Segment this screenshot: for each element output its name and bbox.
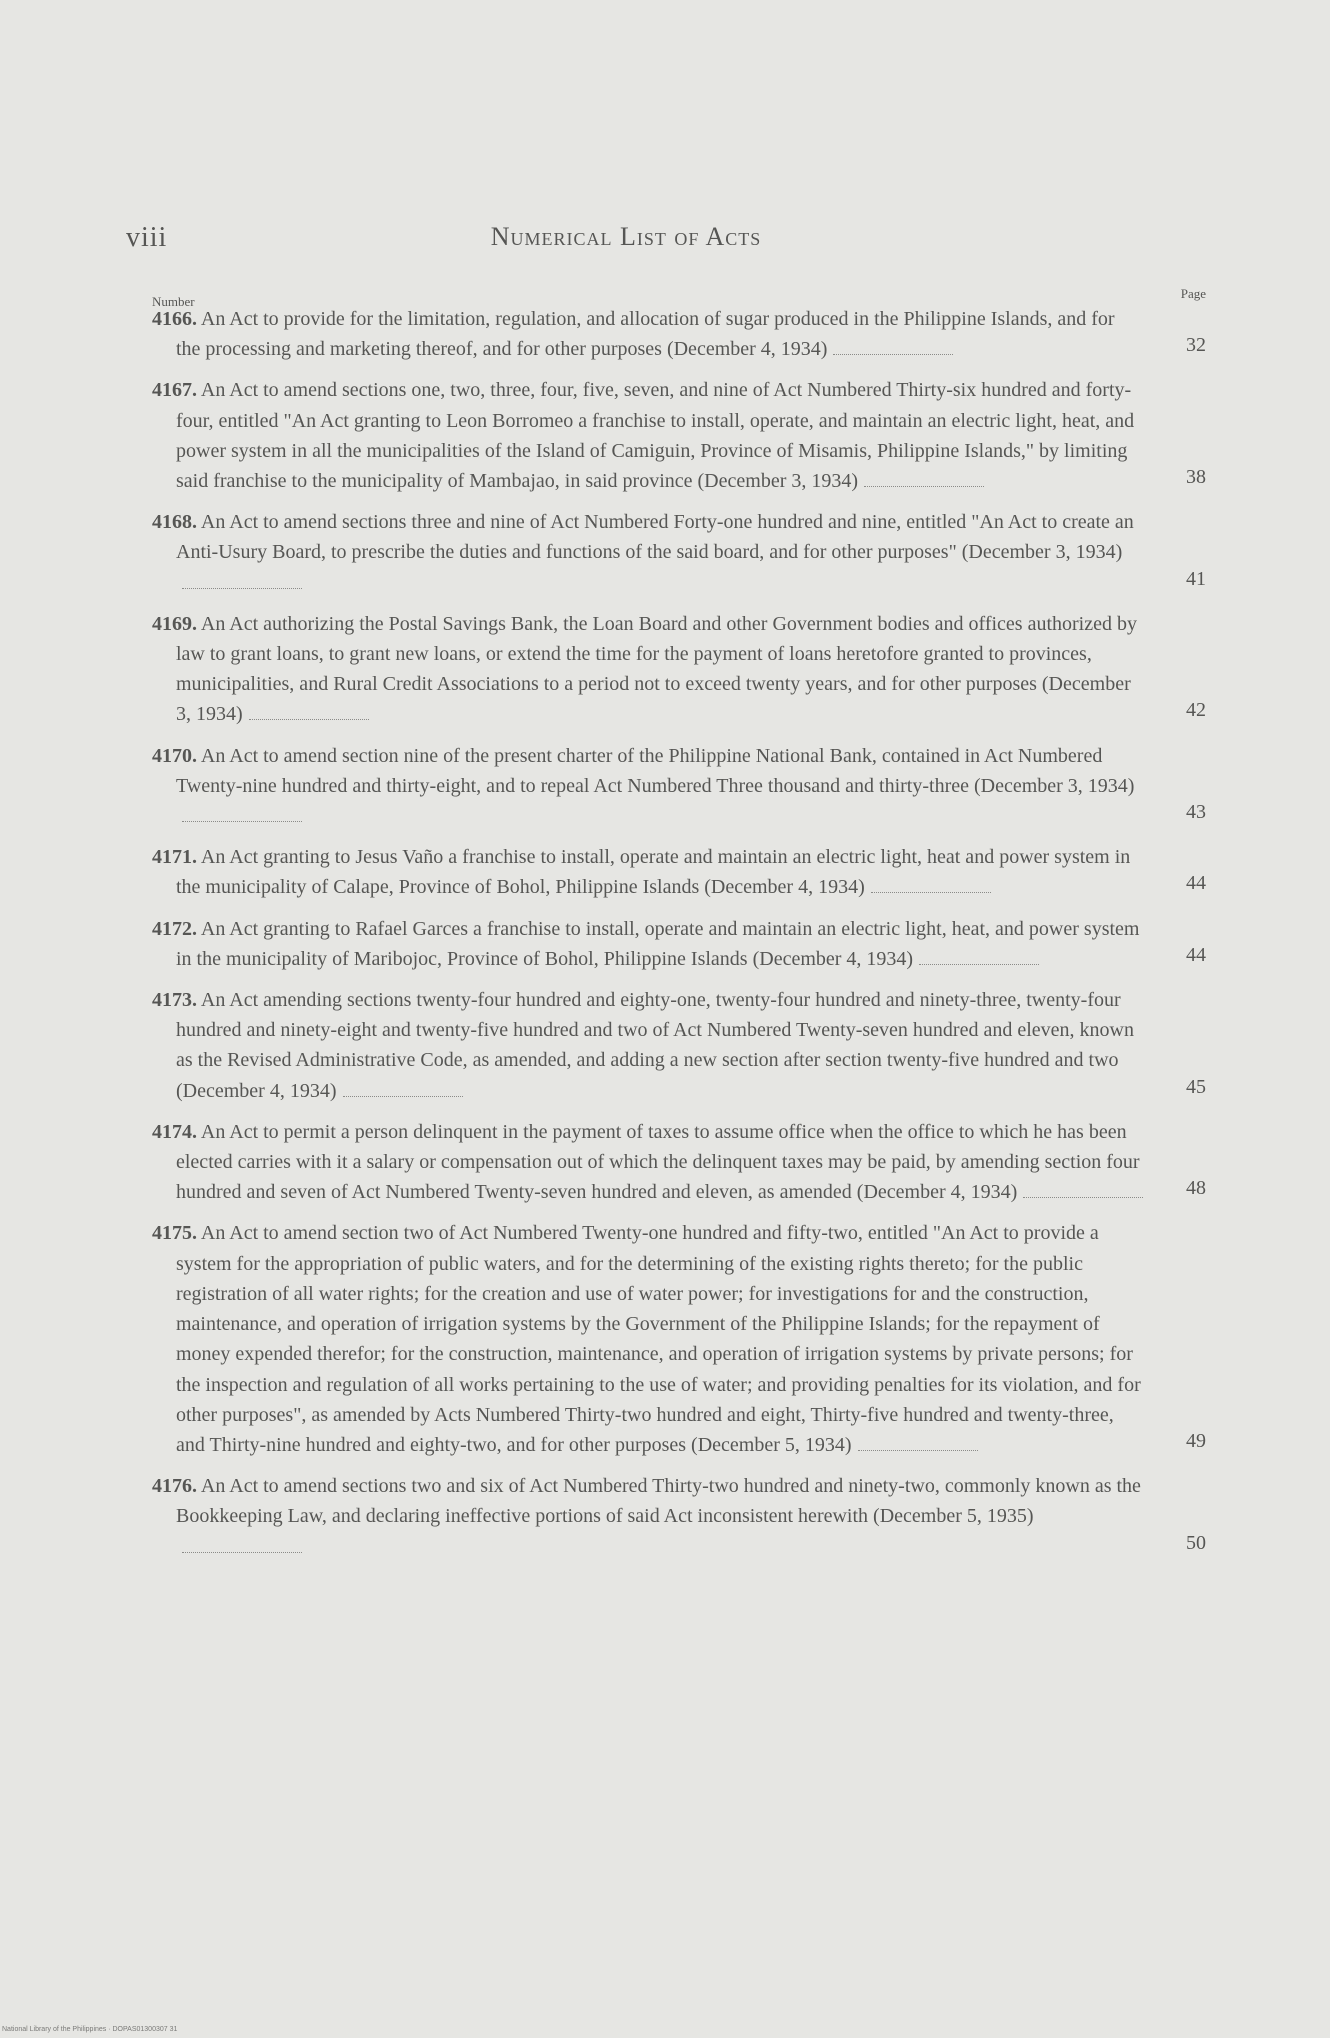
act-entry [152,304,1206,364]
act-entry [152,609,1206,730]
dot-leader [249,718,369,720]
act-entry-body [152,375,1144,496]
page-column-heading: Page [1180,286,1206,301]
act-page-number: 50 [1186,1531,1206,1554]
act-page-number: 44 [1186,872,1206,895]
act-entry-body [152,741,1144,832]
dot-leader [858,1449,978,1451]
act-title: An Act authorizing the Postal Savings Bank, the Loan Board and other Government bodies and offices authorized by law to grant loans, to grant new loans, or extend the time for the payment of loans heretofore granted to provinces, municipalities, and Rural Credit Associations to a period not to exceed twenty years, and for other purposes (December 3, 1934) [176,612,1137,726]
act-page-number: 49 [1186,1429,1206,1452]
act-entry-body [152,914,1144,974]
act-number: 4167. [152,379,197,402]
dot-leader [182,587,302,589]
act-entry-body [152,304,1144,364]
act-title: An Act to amend sections two and six of Act Numbered Thirty-two hundred and ninety-two, commonly known as the Bookkeeping Law, and declaring ineffective portions of said Act inconsistent herewith (December 5, 1935) [176,1475,1141,1528]
act-entry [152,985,1206,1106]
act-entry-body [152,842,1144,902]
act-title: An Act to amend section two of Act Numbered Twenty-one hundred and fifty-two, entitled "An Act to provide a system for the appropriation of public waters, and for the determining of the existing rights thereto; for the public registration of all water rights; for the creation and use of water power; for investigations for and the construction, maintenance, and operation of irrigation systems by the Government of the Philippine Islands; for the repayment of money expended therefor; for the construction, maintenance, and operation of irrigation systems by private persons; for the inspection and regulation of all works pertaining to the use of water; and providing penalties for its violation, and for other purposes", as amended by Acts Numbered Thirty-two hundred and eight, Thirty-five hundred and twenty-three, and Thirty-nine hundred and eighty-two, and for other purposes (December 5, 1934) [176,1222,1141,1456]
running-title: Numerical List of Acts [490,222,762,251]
act-entry-body [152,985,1144,1106]
act-number: 4171. [152,846,197,869]
act-entry [152,741,1206,832]
act-title: An Act amending sections twenty-four hundred and eighty-one, twenty-four hundred and ninety-three, twenty-four hundred and ninety-eight and twenty-five hundred and two of Act Numbered Twenty-seven hundred and eleven, known as the Revised Administrative Code, as amended, and adding a new section after section twenty-five hundred and two (December 4, 1934) [176,989,1134,1102]
act-entry-body [152,1117,1144,1208]
act-title: An Act to amend section nine of the present charter of the Philippine National Bank, contained in Act Numbered Twenty-nine hundred and thirty-eight, and to repeal Act Numbered Three thousand and thirty-three (December 3, 1934) [176,744,1135,797]
dot-leader [343,1095,463,1097]
act-entry [152,1471,1206,1562]
act-number: 4172. [152,917,197,940]
act-entry-body [152,1471,1144,1562]
act-page-number: 42 [1186,699,1206,722]
act-page-number: 43 [1186,801,1206,824]
act-entry [152,1218,1206,1460]
act-number: 4175. [152,1222,197,1245]
act-page-number: 32 [1186,334,1206,357]
act-page-number: 48 [1186,1177,1206,1200]
act-title: An Act to provide for the limitation, regulation, and allocation of sugar produced in the Philippine Islands, and for the processing and marketing thereof, and for other purposes (December 4, 1934) [176,308,1115,361]
act-entry [152,842,1206,902]
act-number: 4173. [152,989,197,1012]
act-title: An Act to permit a person delinquent in the payment of taxes to assume office when the office to which he has been elected carries with it a salary or compensation out of which the delinquent taxes may be paid, by amending section four hundred and seven of Act Numbered Twenty-seven hundred and eleven, as amended (December 4, 1934) [176,1120,1140,1204]
act-entry [152,375,1206,496]
source-note: National Library of the Philippines · DOPAS01300307 31 [2,2026,178,2033]
act-entry [152,507,1206,598]
act-entry-body [152,507,1144,598]
dot-leader [871,891,991,893]
act-entry [152,1117,1206,1208]
act-title: An Act granting to Rafael Garces a franchise to install, operate and maintain an electric light, heat, and power system in the municipality of Maribojoc, Province of Bohol, Philippine Islands (December 4, 1934) [176,917,1140,970]
act-page-number: 44 [1186,943,1206,966]
dot-leader [182,1551,302,1553]
act-title: An Act to amend sections three and nine of Act Numbered Forty-one hundred and nine, entitled "An Act to create an Anti-Usury Board, to prescribe the duties and functions of the said board, and for other purposes" (December 3, 1934) [176,511,1134,564]
act-title: An Act granting to Jesus Vaño a franchise to install, operate and maintain an electric light, heat and power system in the municipality of Calape, Province of Bohol, Philippine Islands (December 4, 1934) [176,846,1131,899]
act-number: 4169. [152,612,197,635]
act-entry-body [152,1218,1144,1460]
dot-leader [1023,1196,1143,1198]
number-column-heading: Number [152,294,195,309]
act-page-number: 38 [1186,466,1206,489]
act-title: An Act to amend sections one, two, three, four, five, seven, and nine of Act Numbered Thirty-six hundred and forty-four, entitled "An Act granting to Leon Borromeo a franchise to install, operate, and maintain an electric light, heat, and power system in all the municipalities of the Island of Camiguin, Province of Misamis, Philippine Islands," by limiting said franchise to the municipality of Mambajao, in said province (December 3, 1934) [176,379,1135,493]
dot-leader [864,485,984,487]
act-entry-body [152,609,1144,730]
dot-leader [182,820,302,822]
act-number: 4176. [152,1475,197,1498]
page-header [126,222,1126,262]
act-page-number: 45 [1186,1075,1206,1098]
act-number: 4168. [152,511,197,534]
dot-leader [919,963,1039,965]
act-page-number: 41 [1186,567,1206,590]
act-number: 4170. [152,744,197,767]
page-number: viii [126,222,168,253]
act-entry [152,914,1206,974]
acts-list [152,304,1206,1573]
act-number: 4166. [152,308,197,330]
dot-leader [833,353,953,355]
act-number: 4174. [152,1120,197,1143]
